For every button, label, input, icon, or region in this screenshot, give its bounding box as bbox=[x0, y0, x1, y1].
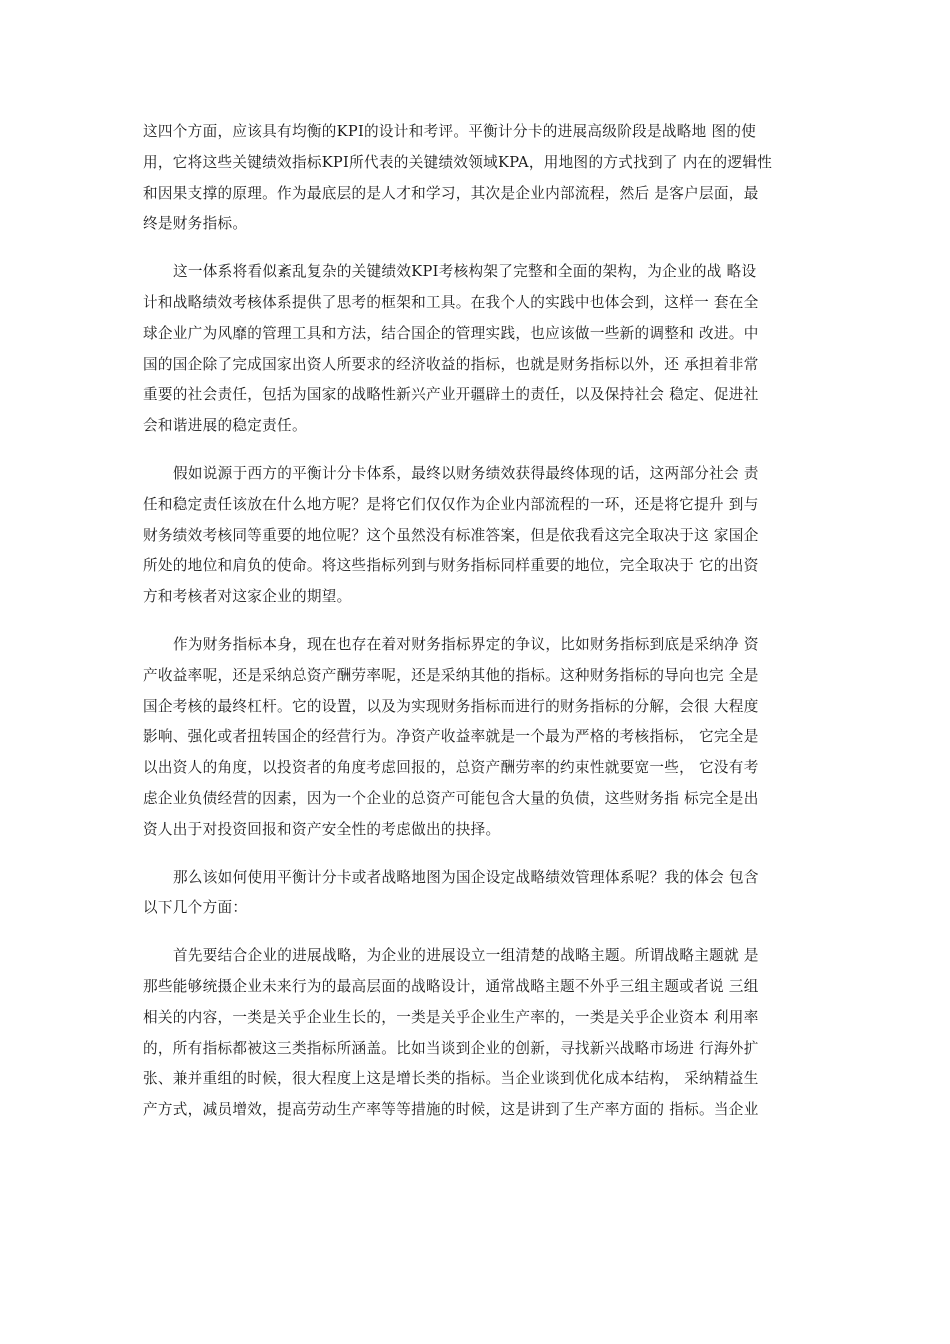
text-line: 以出资人的角度，以投资者的角度考虑回报的，总资产酬劳率的约束性就要宽一些， 它没有考 bbox=[143, 759, 759, 777]
text-line: 终是财务指标。 bbox=[143, 215, 248, 233]
text-line: 和因果支撑的原理。作为最底层的是人才和学习，其次是企业内部流程，然后 是客户层面，最 bbox=[143, 184, 759, 202]
text-line: 会和谐进展的稳定责任。 bbox=[143, 417, 307, 435]
text-line: 以下几个方面： bbox=[143, 899, 248, 917]
text-line: 资人出于对投资回报和资产安全性的考虑做出的抉择。 bbox=[143, 820, 501, 838]
text-line: 方和考核者对这家企业的期望。 bbox=[143, 588, 352, 606]
text-line: 假如说源于西方的平衡计分卡体系，最终以财务绩效获得最终体现的话，这两部分社会 责 bbox=[173, 464, 759, 482]
text-line: 任和稳定责任该放在什么地方呢？是将它们仅仅作为企业内部流程的一环，还是将它提升 到与 bbox=[143, 495, 759, 513]
text-line: 虑企业负债经营的因素，因为一个企业的总资产可能包含大量的负债，这些财务指 标完全是出 bbox=[143, 789, 759, 807]
paragraph-5 bbox=[143, 863, 819, 925]
text-line: 所处的地位和肩负的使命。将这些指标列到与财务指标同样重要的地位，完全取决于 它的出资 bbox=[143, 557, 759, 575]
text-line: 这四个方面，应该具有均衡的KPI的设计和考评。平衡计分卡的进展高级阶段是战略地 图的使 bbox=[143, 123, 757, 140]
text-line: 球企业广为风靡的管理工具和方法，结合国企的管理实践，也应该做一些新的调整和 改进。中 bbox=[143, 324, 759, 342]
text-line: 重要的社会责任，包括为国家的战略性新兴产业开疆辟土的责任，以及保持社会 稳定、促进社 bbox=[143, 386, 759, 404]
text-line: 那么该如何使用平衡计分卡或者战略地图为国企设定战略绩效管理体系呢？我的体会 包含 bbox=[173, 868, 759, 886]
paragraph-1 bbox=[143, 117, 819, 240]
text-line: 影响、强化或者扭转国企的经营行为。净资产收益率就是一个最为严格的考核指标， 它完全是 bbox=[143, 728, 759, 746]
document-body bbox=[143, 117, 819, 1143]
paragraph-2 bbox=[143, 257, 819, 442]
text-line: 产方式，减员增效，提高劳动生产率等等措施的时候，这是讲到了生产率方面的 指标。当企业 bbox=[143, 1101, 759, 1119]
text-line: 产收益率呢，还是采纳总资产酬劳率呢，还是采纳其他的指标。这种财务指标的导向也完 全是 bbox=[143, 666, 759, 684]
text-line: 计和战略绩效考核体系提供了思考的框架和工具。在我个人的实践中也体会到，这样一 套在全 bbox=[143, 293, 759, 311]
text-line: 的，所有指标都被这三类指标所涵盖。比如当谈到企业的创新，寻找新兴战略市场进 行海外扩 bbox=[143, 1039, 759, 1057]
text-line: 国的国企除了完成国家出资人所要求的经济收益的指标，也就是财务指标以外，还 承担着非常 bbox=[143, 355, 759, 373]
text-line: 首先要结合企业的进展战略，为企业的进展设立一组清楚的战略主题。所谓战略主题就 是 bbox=[173, 947, 759, 965]
text-line: 财务绩效考核同等重要的地位呢？这个虽然没有标准答案，但是依我看这完全取决于这 家国企 bbox=[143, 526, 759, 544]
text-line: 作为财务指标本身，现在也存在着对财务指标界定的争议，比如财务指标到底是采纳净 资 bbox=[173, 635, 759, 653]
paragraph-6 bbox=[143, 941, 819, 1126]
paragraph-4 bbox=[143, 630, 819, 846]
text-line: 用，它将这些关键绩效指标KPI所代表的关键绩效领域KPA，用地图的方式找到了 内在的逻辑性 bbox=[143, 153, 773, 171]
text-line: 这一体系将看似紊乱复杂的关键绩效KPI考核构架了完整和全面的架构，为企业的战 略设 bbox=[173, 263, 757, 281]
text-line: 张、兼并重组的时候，很大程度上这是增长类的指标。当企业谈到优化成本结构， 采纳精益生 bbox=[143, 1070, 759, 1088]
text-line: 国企考核的最终杠杆。它的设置，以及为实现财务指标而进行的财务指标的分解，会很 大程度 bbox=[143, 697, 759, 715]
paragraph-3 bbox=[143, 459, 819, 613]
text-line: 相关的内容，一类是关乎企业生长的，一类是关乎企业生产率的，一类是关乎企业资本 利用率 bbox=[143, 1008, 759, 1026]
text-line: 那些能够统摄企业未来行为的最高层面的战略设计，通常战略主题不外乎三组主题或者说 三组 bbox=[143, 977, 759, 995]
